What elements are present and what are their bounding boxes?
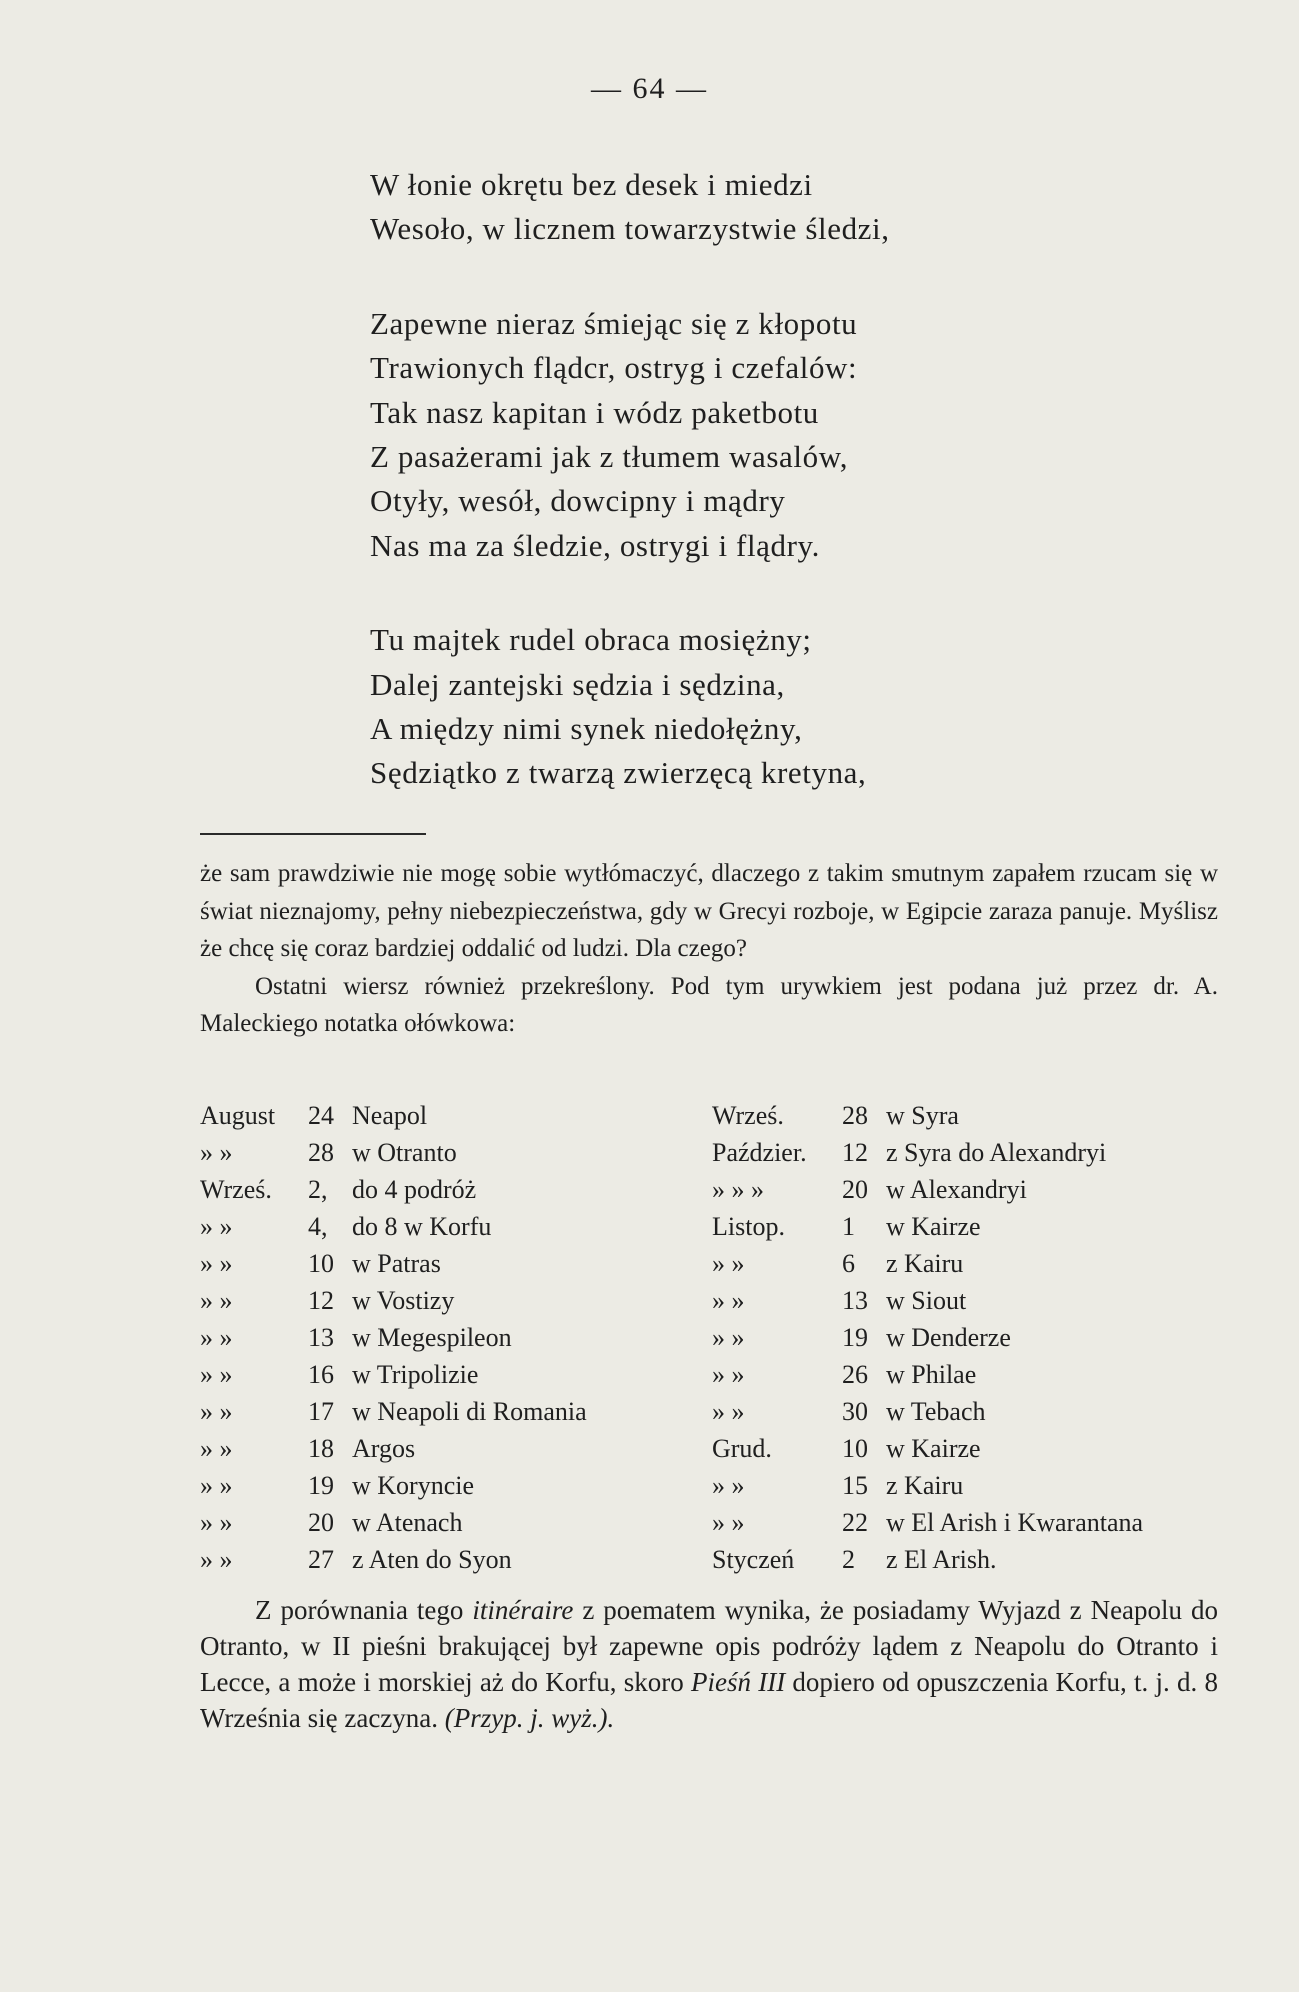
itinerary-day: 12 [842, 1138, 868, 1167]
itinerary-day: 2 [842, 1545, 855, 1574]
itinerary-day: 6 [842, 1249, 855, 1278]
itinerary-row [200, 1356, 710, 1393]
itinerary-place: w Philae [886, 1360, 977, 1389]
itinerary-month: » » [200, 1360, 233, 1389]
itinerary-day: 17 [308, 1397, 334, 1426]
itinerary-place: w Kairze [886, 1434, 981, 1463]
itinerary-row [200, 1134, 710, 1171]
itinerary-row [712, 1134, 1222, 1171]
poem-line: Tak nasz kapitan i wódz paketbotu [370, 394, 819, 430]
poem-line: Zapewne nieraz śmiejąc się z kłopotu [370, 305, 858, 341]
itinerary-row [200, 1282, 710, 1319]
itinerary-row [712, 1319, 1222, 1356]
itinerary-month: » » [200, 1471, 233, 1500]
summary [200, 1592, 1218, 1736]
poem-line: Otyły, wesół, dowcipny i mądry [370, 483, 786, 519]
itinerary-left-column [200, 1097, 710, 1578]
itinerary-month: » » [712, 1323, 745, 1352]
itinerary-day: 28 [842, 1101, 868, 1130]
itinerary-month: » » [200, 1545, 233, 1574]
itinerary-place: z Kairu [886, 1471, 964, 1500]
itinerary-day: 26 [842, 1360, 868, 1389]
summary-text: Z porównania tego [255, 1595, 473, 1625]
itinerary-month: » » [712, 1286, 745, 1315]
itinerary-month: Grud. [712, 1434, 772, 1463]
itinerary-row [200, 1541, 710, 1578]
poem-line: Tu majtek rudel obraca mosiężny; [370, 622, 812, 658]
itinerary-row [712, 1097, 1222, 1134]
itinerary-month: Paździer. [712, 1138, 807, 1167]
itinerary-place: w Tebach [886, 1397, 986, 1426]
itinerary-place: w Siout [886, 1286, 967, 1315]
itinerary-day: 19 [842, 1323, 868, 1352]
page-number: — 64 — [591, 72, 708, 105]
itinerary-day: 24 [308, 1101, 334, 1130]
itinerary-row [200, 1208, 710, 1245]
poem-line: Sędziątko z twarzą zwierzęcą kretyna, [370, 755, 867, 791]
itinerary-day: 28 [308, 1138, 334, 1167]
itinerary-day: 19 [308, 1471, 334, 1500]
poem-line: W łonie okrętu bez desek i miedzi [370, 167, 813, 202]
itinerary-place: w Megespileon [352, 1323, 512, 1352]
itinerary-row [712, 1208, 1222, 1245]
summary-text: z poematem wynika, że posiadamy Wyjazd z Neapolu do Otranto, w II pieśni brakującej był zapewne opis podróży lądem z Neapolu do Otranto i Lecce, a może i morskiej aż do Korfu, skoro [200, 1595, 1219, 1697]
itinerary-day: 15 [842, 1471, 868, 1500]
itinerary-row [200, 1171, 710, 1208]
stanza [370, 618, 1170, 796]
itinerary-month: » » [200, 1323, 233, 1352]
itinerary-row [200, 1430, 710, 1467]
itinerary-right-column [712, 1097, 1222, 1578]
itinerary-place: z Kairu [886, 1249, 964, 1278]
summary-italic: Pieśń III [690, 1667, 786, 1697]
itinerary-month: » » [200, 1434, 233, 1463]
stanza [370, 302, 1170, 568]
itinerary-month: » » [712, 1397, 745, 1426]
itinerary-row [200, 1245, 710, 1282]
itinerary-row [200, 1097, 710, 1134]
itinerary-place: Argos [352, 1434, 416, 1463]
itinerary-place: Neapol [352, 1101, 428, 1130]
poem-line: Wesoło, w licznem towarzystwie śledzi, [370, 211, 890, 247]
itinerary-row [712, 1356, 1222, 1393]
itinerary-month: » » [200, 1212, 233, 1241]
poem [370, 163, 1170, 846]
itinerary-place: w Neapoli di Romania [352, 1397, 587, 1426]
itinerary-day: 30 [842, 1397, 868, 1426]
itinerary-place: w Tripolizie [352, 1360, 479, 1389]
itinerary-place: z Aten do Syon [352, 1545, 512, 1574]
itinerary-place: w El Arish i Kwarantana [886, 1508, 1144, 1537]
itinerary-row [712, 1171, 1222, 1208]
itinerary-month: Wrześ. [200, 1175, 272, 1204]
itinerary-day: 12 [308, 1286, 334, 1315]
footnote-paragraph: Ostatni wiersz również przekreślony. Pod tym urywkiem jest podana już przez dr. A. Maleckiego notatka ołówkowa: [200, 972, 1218, 1037]
itinerary-place: do 8 w Korfu [352, 1212, 492, 1241]
itinerary-month: » » [200, 1508, 233, 1537]
itinerary-month: » » [712, 1360, 745, 1389]
stanza [370, 163, 1170, 252]
itinerary-month: » » [200, 1397, 233, 1426]
poem-line: Trawionych flądcr, ostryg i czefalów: [370, 350, 858, 386]
itinerary-place: z Syra do Alexandryi [886, 1138, 1107, 1167]
summary-italic: (Przyp. j. wyż.). [444, 1703, 615, 1733]
itinerary-day: 20 [842, 1175, 868, 1204]
itinerary-month: » » [200, 1249, 233, 1278]
itinerary-row [712, 1541, 1222, 1578]
itinerary-day: 27 [308, 1545, 334, 1574]
itinerary-month: Listop. [712, 1212, 785, 1241]
itinerary-day: 22 [842, 1508, 868, 1537]
summary-italic: itinéraire [472, 1595, 574, 1625]
itinerary-day: 10 [842, 1434, 868, 1463]
itinerary-row [712, 1282, 1222, 1319]
itinerary-place: w Vostizy [352, 1286, 455, 1315]
itinerary-month: August [200, 1101, 276, 1130]
itinerary-row [712, 1504, 1222, 1541]
poem-line: Z pasażerami jak z tłumem wasalów, [370, 439, 849, 475]
itinerary-day: 1 [842, 1212, 855, 1241]
itinerary-day: 16 [308, 1360, 334, 1389]
poem-line: Dalej zantejski sędzia i sędzina, [370, 666, 785, 702]
poem-line: A między nimi synek niedołężny, [370, 711, 803, 747]
itinerary-place: z El Arish. [886, 1545, 997, 1574]
itinerary-month: » » [712, 1249, 745, 1278]
itinerary-month: » » [712, 1471, 745, 1500]
footnote [200, 855, 1218, 1043]
itinerary-place: w Denderze [886, 1323, 1011, 1352]
itinerary-place: w Alexandryi [886, 1175, 1027, 1204]
itinerary-row [200, 1393, 710, 1430]
itinerary-row [712, 1467, 1222, 1504]
itinerary-day: 2, [308, 1175, 328, 1204]
itinerary-month: » » » [712, 1175, 764, 1204]
itinerary-row [712, 1393, 1222, 1430]
itinerary-day: 13 [842, 1286, 868, 1315]
itinerary-place: w Koryncie [352, 1471, 475, 1500]
itinerary-day: 20 [308, 1508, 334, 1537]
itinerary-month: Styczeń [712, 1545, 795, 1574]
itinerary-month: » » [200, 1138, 233, 1167]
itinerary-place: w Kairze [886, 1212, 981, 1241]
itinerary-month: » » [200, 1286, 233, 1315]
itinerary-day: 10 [308, 1249, 334, 1278]
itinerary-row [712, 1245, 1222, 1282]
itinerary-day: 4, [308, 1212, 328, 1241]
summary-text: dopiero od opuszczenia Korfu, t. j. d. 8 Września się zaczyna. [200, 1667, 1218, 1733]
itinerary-month: Wrześ. [712, 1101, 784, 1130]
summary-paragraph [200, 1592, 1218, 1736]
itinerary-place: w Patras [352, 1249, 441, 1278]
itinerary-row [200, 1504, 710, 1541]
itinerary-place: w Syra [886, 1101, 959, 1130]
itinerary-day: 18 [308, 1434, 334, 1463]
itinerary-day: 13 [308, 1323, 334, 1352]
footnote-divider [200, 833, 426, 835]
itinerary-place: w Otranto [352, 1138, 457, 1167]
itinerary-month: » » [712, 1508, 745, 1537]
footnote-paragraph: że sam prawdziwie nie mogę sobie wytłómaczyć, dlaczego z takim smutnym zapałem rzucam się w świat nieznajomy, pełny niebezpieczeństwa, gdy w Grecyi rozboje, w Egipcie zaraza panuje. Myślisz że chcę się coraz bardziej oddalić od ludzi. Dla czego? [200, 860, 1218, 962]
poem-line: Nas ma za śledzie, ostrygi i flądry. [370, 527, 820, 563]
itinerary-row [200, 1467, 710, 1504]
itinerary-place: w Atenach [352, 1508, 463, 1537]
itinerary-row [712, 1430, 1222, 1467]
itinerary-place: do 4 podróż [352, 1175, 477, 1204]
itinerary-row [200, 1319, 710, 1356]
